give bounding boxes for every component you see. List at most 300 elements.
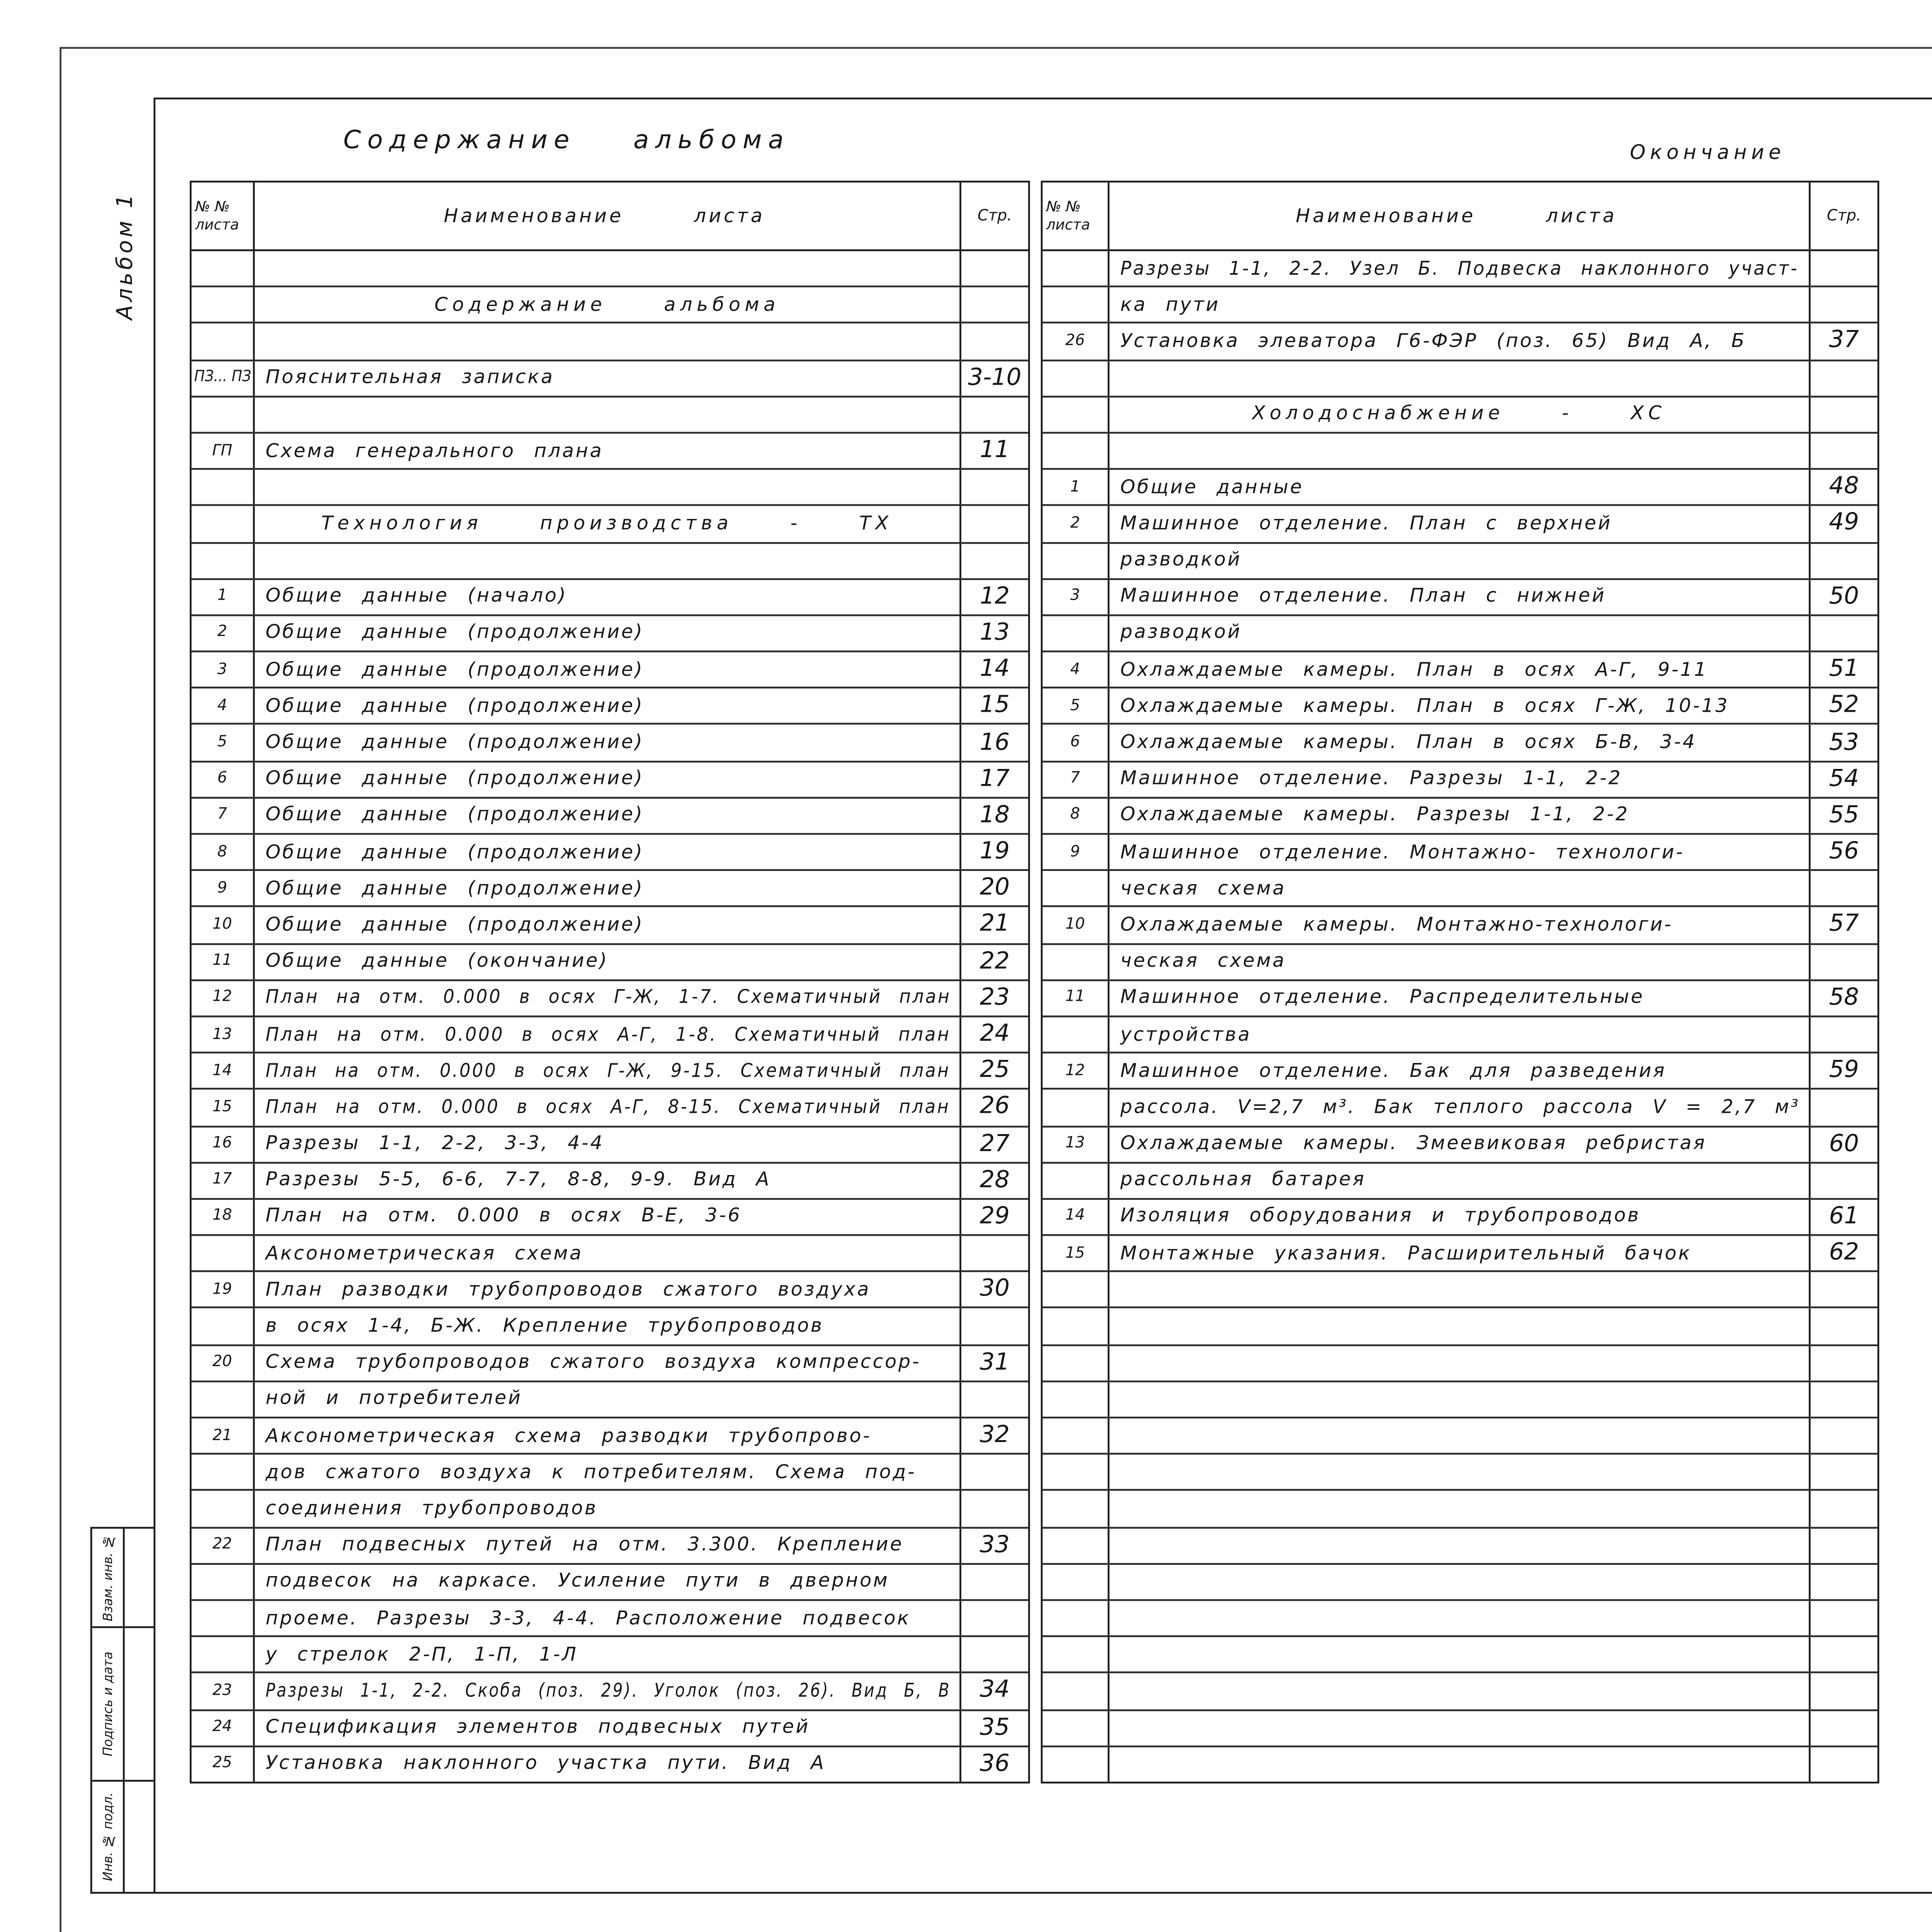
page-number: 18 <box>980 802 1010 830</box>
sheet-title-continuation: в осях 1-4, Б-Ж. Крепление трубопроводов <box>265 1315 824 1337</box>
contents-title: Содержание альбома <box>343 126 790 156</box>
page-cell <box>1811 1054 1878 1088</box>
sheet-number-cell <box>192 1236 255 1271</box>
sheet-title-cell <box>1109 871 1810 906</box>
sheet-title-cell <box>255 324 961 359</box>
page-cell <box>1811 1418 1878 1453</box>
page-cell <box>961 434 1028 468</box>
sheet-number-cell <box>192 689 255 724</box>
page-cell <box>961 1710 1028 1745</box>
sheet-title: Охлаждаемые камеры. План в осях А-Г, 9-11 <box>1120 659 1708 681</box>
page-cell <box>961 689 1028 724</box>
sheet-number-cell <box>1043 1710 1109 1745</box>
sheet-number: 11 <box>1065 989 1085 1007</box>
sheet-title-cell <box>255 361 961 395</box>
sheet-number-cell <box>192 1637 255 1672</box>
page-cell <box>1811 287 1878 322</box>
toc-continuation-row <box>192 1236 1028 1272</box>
sheet-title-continuation: подвесок на каркасе. Усиление пути в дверном <box>265 1571 889 1593</box>
sheet-title: Общие данные (продолжение) <box>265 768 644 790</box>
sheet-number-cell <box>192 1309 255 1344</box>
toc-continuation-row <box>1043 1163 1877 1199</box>
sheet-title: План разводки трубопроводов сжатого воздуха <box>265 1279 871 1301</box>
page-cell <box>1811 1528 1878 1563</box>
sheet-number-cell <box>192 1054 255 1088</box>
sheet-title-cell <box>1109 1345 1810 1380</box>
sheet-number-cell <box>1043 1309 1109 1344</box>
toc-row <box>1043 1054 1877 1090</box>
sheet-title-cell <box>1109 1200 1810 1235</box>
page-cell <box>961 1309 1028 1344</box>
page-cell <box>961 251 1028 286</box>
toc-row <box>192 1272 1028 1309</box>
sheet-number-cell <box>192 287 255 322</box>
page-number: 12 <box>980 583 1010 611</box>
toc-row <box>192 434 1028 470</box>
toc-row <box>1043 1236 1877 1272</box>
sheet-number-cell <box>1043 1163 1109 1198</box>
sheet-title-cell <box>255 1236 961 1271</box>
sheet-number: 4 <box>217 697 227 716</box>
sheet-title-cell <box>1109 725 1810 760</box>
page-number: 15 <box>980 692 1010 720</box>
sheet-number-cell <box>192 1272 255 1307</box>
page-cell <box>961 507 1028 541</box>
sheet-number: 8 <box>217 843 227 861</box>
sheet-title-cell <box>1109 543 1810 578</box>
sheet-number-cell <box>1043 1127 1109 1162</box>
sheet-title: План на отм. 0.000 в осях Г-Ж, 1-7. Схематичный план <box>265 987 951 1009</box>
page-number: 11 <box>980 437 1010 464</box>
page-cell <box>961 324 1028 359</box>
sheet-number-cell <box>1043 470 1109 505</box>
toc-row <box>192 1345 1028 1382</box>
page-number: 59 <box>1829 1057 1859 1085</box>
sheet-number: 16 <box>212 1135 232 1153</box>
empty-row <box>1043 1747 1877 1782</box>
sheet-title-cell <box>1109 287 1810 322</box>
sheet-number-cell <box>192 1601 255 1636</box>
empty-row <box>1043 1637 1877 1673</box>
sheet-title: Машинное отделение. Бак для разведения <box>1120 1060 1667 1082</box>
sheet-number-cell <box>192 1127 255 1162</box>
sheet-title-cell <box>255 434 961 468</box>
page-cell <box>1811 1382 1878 1417</box>
page-cell <box>1811 652 1878 687</box>
sheet-title: Общие данные (окончание) <box>265 951 609 973</box>
page-cell <box>961 543 1028 578</box>
sheet-number-cell <box>1043 1345 1109 1380</box>
sheet-number-cell <box>1043 1090 1109 1125</box>
sheet-number-cell <box>1043 397 1109 432</box>
sheet-title-cell <box>1109 580 1810 614</box>
page-number: 50 <box>1829 583 1859 611</box>
stamp-value-cell <box>125 1628 155 1780</box>
stamp-label-cell <box>92 1529 124 1626</box>
stamp-original-inventory-label: Инв. № подл. <box>100 1792 115 1881</box>
toc-row <box>192 981 1028 1017</box>
sheet-title-continuation: ной и потребителей <box>265 1388 522 1410</box>
toc-row <box>1043 470 1877 506</box>
toc-row <box>1043 689 1877 725</box>
empty-row <box>192 324 1028 361</box>
page-number: 58 <box>1829 984 1859 1012</box>
sheet-title-cell <box>255 1345 961 1380</box>
sheet-title-continuation: ка пути <box>1120 294 1220 316</box>
page-cell <box>1811 543 1878 578</box>
page-cell <box>1811 1163 1878 1198</box>
toc-continuation-row <box>1043 616 1877 652</box>
stamp-replacement-inventory <box>92 1529 155 1628</box>
sheet-number: 21 <box>212 1427 232 1445</box>
sheet-number-cell <box>1043 1637 1109 1672</box>
sheet-title-cell <box>255 1492 961 1526</box>
sheet-title: Общие данные (продолжение) <box>265 659 644 681</box>
page-number: 56 <box>1829 838 1859 866</box>
page-number: 34 <box>980 1677 1010 1705</box>
page-number: 3-10 <box>968 364 1022 392</box>
toc-continuation-row <box>192 1565 1028 1601</box>
page-cell <box>961 397 1028 432</box>
page-cell <box>961 908 1028 942</box>
toc-row <box>192 1054 1028 1090</box>
sheet-title-cell <box>255 725 961 760</box>
sheet-number-cell <box>192 908 255 942</box>
sheet-title-cell <box>255 1382 961 1417</box>
sheet-number-cell <box>192 361 255 395</box>
sheet-title-cell <box>255 470 961 505</box>
page-cell <box>1811 434 1878 468</box>
section-row <box>1043 397 1877 434</box>
sheet-number-cell <box>1043 835 1109 869</box>
sheet-title-cell <box>255 944 961 979</box>
sheet-title-cell <box>1109 1054 1810 1088</box>
toc-continuation-row <box>192 1455 1028 1491</box>
sheet-title: Схема трубопроводов сжатого воздуха компрессор- <box>265 1352 921 1374</box>
page-number: 26 <box>980 1094 1010 1121</box>
empty-row <box>1043 1382 1877 1418</box>
sheet-title-continuation: соединения трубопроводов <box>265 1498 598 1520</box>
page-cell <box>961 1637 1028 1672</box>
toc-row <box>192 1528 1028 1564</box>
header-sheet-number <box>192 182 255 249</box>
header-sheet-title <box>1109 182 1810 249</box>
toc-row <box>192 689 1028 725</box>
page-cell <box>961 981 1028 1015</box>
page-cell <box>961 944 1028 979</box>
page-number: 53 <box>1829 729 1859 757</box>
sheet-title: Аксонометрическая схема разводки трубопрово- <box>265 1425 872 1447</box>
sheet-title: Изоляция оборудования и трубопроводов <box>1120 1206 1641 1228</box>
sheet-number-cell <box>1043 1674 1109 1709</box>
page-cell <box>961 1236 1028 1271</box>
sheet-title-cell <box>255 1017 961 1052</box>
sheet-number-cell <box>1043 434 1109 468</box>
sheet-number: 24 <box>212 1718 232 1737</box>
sheet-number-cell <box>1043 1418 1109 1453</box>
sheet-title-cell <box>1109 1127 1810 1162</box>
sheet-title: Охлаждаемые камеры. Разрезы 1-1, 2-2 <box>1120 804 1629 827</box>
page-cell <box>1811 1565 1878 1599</box>
sheet-title-continuation: устройства <box>1120 1024 1252 1046</box>
sheet-title-cell <box>255 1710 961 1745</box>
section-title: Содержание альбома <box>434 294 780 316</box>
sheet-title-cell <box>1109 1382 1810 1417</box>
header-sheet-label: листа <box>1046 216 1090 232</box>
stamp-signature-date <box>92 1628 155 1781</box>
sheet-title-cell <box>1109 1017 1810 1052</box>
sheet-title-cell <box>255 543 961 578</box>
sheet-title: План на отм. 0.000 в осях В-Е, 3-6 <box>265 1206 742 1228</box>
sheet-number-cell <box>192 616 255 651</box>
sheet-number: 26 <box>1065 332 1085 351</box>
sheet-title-cell <box>1109 689 1810 724</box>
page-number: 52 <box>1829 692 1859 720</box>
page-number: 61 <box>1829 1203 1859 1231</box>
page-number: 19 <box>980 838 1010 866</box>
toc-row <box>192 798 1028 835</box>
page-number: 23 <box>980 984 1010 1012</box>
sheet-title: Монтажные указания. Расширительный бачок <box>1120 1242 1692 1264</box>
sheet-number-cell <box>192 871 255 906</box>
empty-row <box>1043 1272 1877 1309</box>
sheet-number-cell <box>192 1382 255 1417</box>
sheet-number-cell <box>1043 762 1109 797</box>
page-number: 57 <box>1829 912 1859 939</box>
sheet-title-continuation: рассола. V=2,7 м³. Бак теплого рассола V = 2,7 м³ <box>1120 1097 1800 1119</box>
sheet-title: План на отм. 0.000 в осях А-Г, 8-15. Схематичный план <box>265 1097 951 1119</box>
sheet-title-cell <box>255 871 961 906</box>
page-cell <box>1811 871 1878 906</box>
sheet-number-cell <box>1043 725 1109 760</box>
toc-continuation-row <box>192 1382 1028 1418</box>
sheet-title: Машинное отделение. Распределительные <box>1120 987 1645 1009</box>
sheet-title-cell <box>1109 1492 1810 1526</box>
toc-continuation-row <box>1043 1017 1877 1054</box>
sheet-number-cell <box>192 798 255 833</box>
sheet-title-continuation: рассольная батарея <box>1120 1169 1366 1192</box>
sheet-number-cell <box>192 470 255 505</box>
page-cell <box>1811 1345 1878 1380</box>
sheet-title: Общие данные (продолжение) <box>265 914 644 936</box>
sheet-number-cell <box>1043 1200 1109 1235</box>
empty-row <box>1043 1345 1877 1382</box>
page-number: 28 <box>980 1167 1010 1194</box>
sheet-title-cell <box>1109 1674 1810 1709</box>
sheet-number: 20 <box>212 1354 232 1372</box>
page-cell <box>1811 1236 1878 1271</box>
sheet-number-cell <box>192 324 255 359</box>
sheet-title: Общие данные (продолжение) <box>265 622 644 644</box>
sheet-number-cell <box>1043 1747 1109 1782</box>
sheet-title-cell <box>1109 434 1810 468</box>
sheet-title-cell <box>255 1163 961 1198</box>
page-cell <box>1811 1674 1878 1709</box>
page-cell <box>961 1345 1028 1380</box>
header-sheet-label: листа <box>195 216 239 232</box>
sheet-number-cell <box>1043 580 1109 614</box>
sheet-number-cell <box>192 1565 255 1599</box>
toc-row <box>192 1017 1028 1054</box>
sheet-title-continuation: разводкой <box>1120 549 1242 571</box>
page-cell <box>1811 762 1878 797</box>
sheet-number: 5 <box>1070 697 1080 716</box>
page-cell <box>1811 689 1878 724</box>
page-number: 16 <box>980 729 1010 757</box>
sheet-number: 7 <box>217 806 227 825</box>
sheet-title-cell <box>1109 1309 1810 1344</box>
page-cell <box>1811 1272 1878 1307</box>
page-cell <box>961 1200 1028 1235</box>
page-number: 25 <box>980 1057 1010 1085</box>
sheet-number: 7 <box>1070 770 1080 788</box>
toc-continuation-row <box>1043 543 1877 579</box>
sheet-number-cell <box>1043 1017 1109 1052</box>
sheet-title-cell <box>1109 616 1810 651</box>
sheet-number-cell <box>192 762 255 797</box>
sheet-title-cell <box>1109 1528 1810 1563</box>
page-cell <box>1811 1455 1878 1490</box>
page-number: 20 <box>980 875 1010 902</box>
sheet-number: 10 <box>212 916 232 934</box>
sheet-number: 10 <box>1065 916 1085 934</box>
toc-row <box>192 1710 1028 1747</box>
page-cell <box>961 762 1028 797</box>
sheet-number-cell <box>1043 871 1109 906</box>
empty-row <box>1043 1710 1877 1747</box>
header-number-label: № № <box>195 198 230 214</box>
sheet-title-cell <box>255 1565 961 1599</box>
empty-row <box>1043 1492 1877 1528</box>
sheet-title-cell <box>1109 981 1810 1015</box>
sheet-title-cell <box>1109 1710 1810 1745</box>
page-number: 30 <box>980 1276 1010 1304</box>
sheet-number-cell <box>192 835 255 869</box>
page-cell <box>961 470 1028 505</box>
sheet-number-cell <box>1043 1492 1109 1526</box>
stamp-replacement-inventory-label: Взам. инв. № <box>100 1534 115 1621</box>
sheet-number: 15 <box>212 1098 232 1117</box>
page-cell <box>1811 361 1878 395</box>
sheet-title-cell <box>255 1418 961 1453</box>
page-cell <box>961 580 1028 614</box>
sheet-number: 2 <box>217 624 227 643</box>
page-cell <box>1811 1309 1878 1344</box>
contents-table-right <box>1041 181 1879 1784</box>
sheet-title-cell <box>1109 470 1810 505</box>
sheet-number-cell <box>192 1674 255 1709</box>
sheet-title-cell <box>1109 1637 1810 1672</box>
sheet-number-cell <box>192 1455 255 1490</box>
sheet-title: Общие данные <box>1120 476 1304 498</box>
empty-row <box>1043 1309 1877 1345</box>
sheet-number-cell <box>192 981 255 1015</box>
toc-row <box>1043 835 1877 871</box>
sheet-number: 14 <box>212 1062 232 1080</box>
sheet-title-cell <box>255 1309 961 1344</box>
sheet-number-cell <box>1043 1382 1109 1417</box>
page-number: 22 <box>980 948 1010 975</box>
toc-row <box>1043 725 1877 762</box>
header-page-label: Стр. <box>977 207 1012 225</box>
page-cell <box>1811 616 1878 651</box>
sheet-title-cell <box>255 1455 961 1490</box>
sheet-title-cell <box>255 1637 961 1672</box>
sheet-title: Охлаждаемые камеры. Монтажно-технологи- <box>1120 914 1673 936</box>
margin-stamp <box>90 1527 155 1894</box>
sheet-number: 4 <box>1070 660 1080 679</box>
sheet-title-continuation: ческая схема <box>1120 951 1286 973</box>
sheet-title-cell <box>1109 397 1810 432</box>
section-title: Холодоснабжение - ХС <box>1252 403 1666 425</box>
toc-row <box>1043 1200 1877 1236</box>
sheet-number: ПЗ... ПЗ <box>194 369 251 387</box>
sheet-title-cell <box>1109 762 1810 797</box>
page-number: 60 <box>1829 1130 1859 1158</box>
sheet-title-cell <box>255 397 961 432</box>
page-number: 36 <box>980 1750 1010 1778</box>
sheet-title-cell <box>255 835 961 869</box>
sheet-number-cell <box>1043 908 1109 942</box>
sheet-title: Охлаждаемые камеры. План в осях Г-Ж, 10-13 <box>1120 695 1730 717</box>
page-number: 49 <box>1829 510 1859 537</box>
table-header <box>1043 182 1877 251</box>
header-title-label: Наименование листа <box>1296 205 1617 227</box>
sheet-number: 5 <box>217 733 227 752</box>
sheet-title: План подвесных путей на отм. 3.300. Крепление <box>265 1534 904 1556</box>
sheet-title-cell <box>255 580 961 614</box>
page-number: 55 <box>1829 802 1859 830</box>
sheet-title: План на отм. 0.000 в осях Г-Ж, 9-15. Схематичный план <box>265 1060 951 1082</box>
toc-row <box>192 835 1028 871</box>
toc-row <box>1043 981 1877 1017</box>
page-cell <box>961 871 1028 906</box>
page-cell <box>961 1601 1028 1636</box>
table-header <box>192 182 1028 251</box>
sheet-number-cell <box>192 1017 255 1052</box>
header-page <box>961 182 1028 249</box>
sheet-title-cell <box>255 981 961 1015</box>
page-cell <box>961 798 1028 833</box>
empty-row <box>1043 1418 1877 1455</box>
sheet-number: 23 <box>212 1682 232 1701</box>
header-sheet-number <box>1043 182 1109 249</box>
page-cell <box>961 1017 1028 1052</box>
sheet-number-cell <box>192 1418 255 1453</box>
empty-row <box>1043 1528 1877 1564</box>
sheet-number: 3 <box>1070 588 1080 606</box>
continuation-title: Окончание <box>1630 141 1786 165</box>
sheet-number-cell <box>1043 798 1109 833</box>
sheet-title-cell <box>1109 507 1810 541</box>
sheet-title-continuation: разводкой <box>1120 622 1242 644</box>
header-title-label: Наименование листа <box>444 205 765 227</box>
sheet-title: Разрезы 1-1, 2-2. Скоба (поз. 29). Уголок (поз. 26). Вид Б, В <box>265 1680 951 1702</box>
sheet-number-cell <box>192 1163 255 1198</box>
sheet-title: План на отм. 0.000 в осях А-Г, 1-8. Схематичный план <box>265 1024 951 1046</box>
table-body <box>1043 251 1877 1782</box>
sheet-number: 6 <box>1070 733 1080 752</box>
sheet-number-cell <box>1043 1601 1109 1636</box>
toc-row <box>192 908 1028 944</box>
sheet-title: Общие данные (продолжение) <box>265 804 644 827</box>
empty-row <box>1043 1455 1877 1491</box>
sheet-number-cell <box>192 397 255 432</box>
sheet-number-cell <box>1043 1272 1109 1307</box>
sheet-number: 11 <box>212 952 232 971</box>
sheet-number: 13 <box>1065 1135 1085 1153</box>
table-body <box>192 251 1028 1782</box>
